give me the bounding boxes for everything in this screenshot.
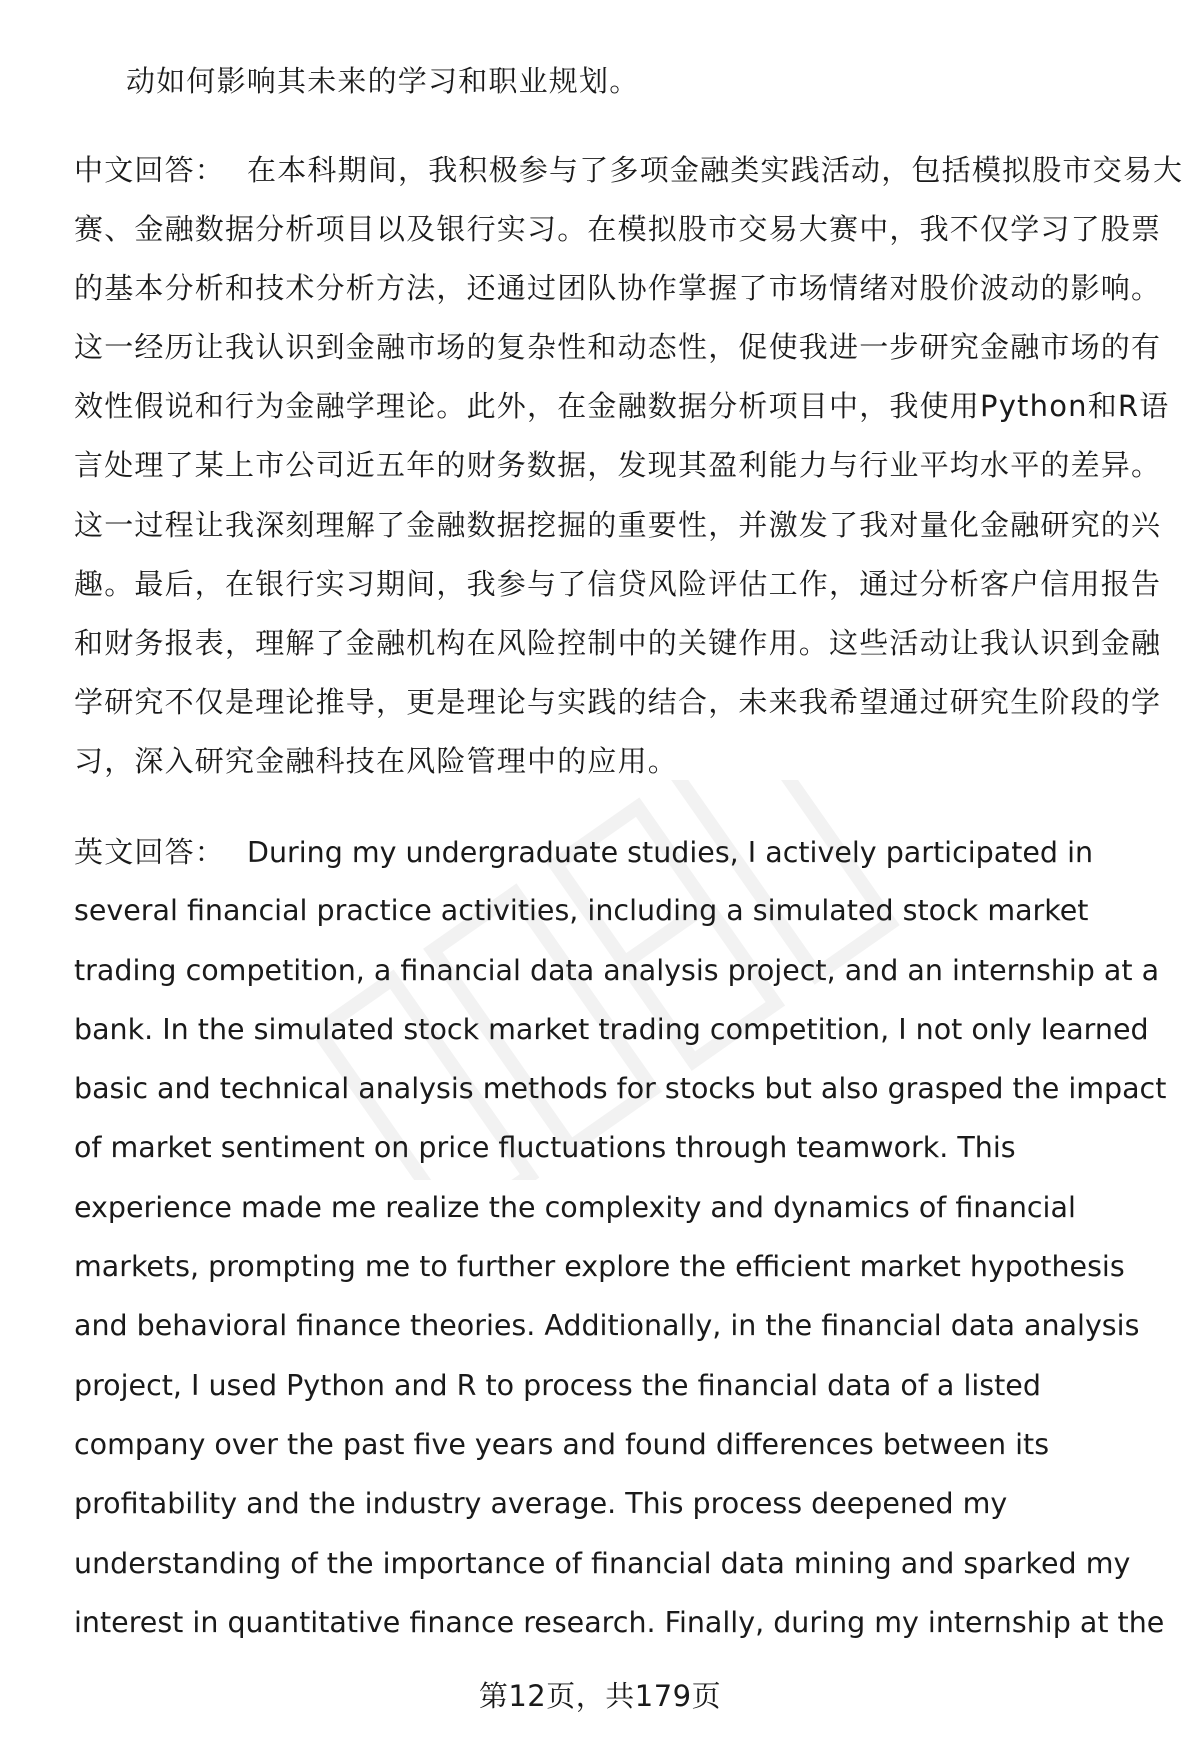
chinese-answer-line: 趣。最后，在银行实习期间，我参与了信贷风险评估工作，通过分析客户信用报告	[74, 567, 1162, 601]
english-answer-line: markets, prompting me to further explore the efficient market hypothesis	[74, 1250, 1125, 1283]
english-answer-label: 英文回答：	[74, 835, 226, 869]
chinese-answer-line: 这一经历让我认识到金融市场的复杂性和动态性，促使我进一步研究金融市场的有	[74, 330, 1162, 364]
english-answer-line-1	[74, 832, 1154, 873]
page-number-footer: 第12页，共179页	[478, 1679, 722, 1713]
chinese-answer-line: 言处理了某上市公司近五年的财务数据，发现其盈利能力与行业平均水平的差异。	[74, 448, 1162, 482]
english-answer-line: and behavioral finance theories. Additionally, in the financial data analysis	[74, 1309, 1140, 1342]
english-answer-line: basic and technical analysis methods for stocks but also grasped the impact	[74, 1072, 1167, 1105]
english-answer-line: company over the past five years and found differences between its	[74, 1428, 1050, 1461]
english-answer-line: several financial practice activities, including a simulated stock market	[74, 894, 1089, 927]
chinese-answer-text: 在本科期间，我积极参与了多项金融类实践活动，包括模拟股市交易大	[247, 153, 1184, 187]
english-answer-text: During my undergraduate studies, I actively participated in	[247, 836, 1094, 869]
chinese-answer-line: 习，深入研究金融科技在风险管理中的应用。	[74, 744, 679, 778]
chinese-answer-line: 和财务报表，理解了金融机构在风险控制中的关键作用。这些活动让我认识到金融	[74, 626, 1162, 660]
english-answer-line: bank. In the simulated stock market trading competition, I not only learned	[74, 1013, 1149, 1046]
chinese-answer-line: 这一过程让我深刻理解了金融数据挖掘的重要性，并激发了我对量化金融研究的兴	[74, 508, 1162, 542]
continuation-line: 动如何影响其未来的学习和职业规划。	[126, 64, 640, 98]
english-answer-line: project, I used Python and R to process the financial data of a listed	[74, 1369, 1041, 1402]
chinese-answer-line: 的基本分析和技术分析方法，还通过团队协作掌握了市场情绪对股价波动的影响。	[74, 271, 1162, 305]
chinese-answer-line-1	[74, 150, 1184, 190]
english-answer-line: trading competition, a financial data analysis project, and an internship at a	[74, 954, 1160, 987]
english-answer-line: experience made me realize the complexity and dynamics of financial	[74, 1191, 1076, 1224]
english-answer-line: interest in quantitative finance research. Finally, during my internship at the	[74, 1606, 1165, 1639]
chinese-answer-line: 效性假说和行为金融学理论。此外，在金融数据分析项目中，我使用Python和R语	[74, 389, 1170, 423]
chinese-answer-line: 赛、金融数据分析项目以及银行实习。在模拟股市交易大赛中，我不仅学习了股票	[74, 212, 1162, 246]
chinese-answer-label: 中文回答：	[74, 153, 226, 187]
english-answer-line: profitability and the industry average. This process deepened my	[74, 1487, 1008, 1520]
english-answer-line: understanding of the importance of financial data mining and sparked my	[74, 1547, 1131, 1580]
chinese-answer-line: 学研究不仅是理论推导，更是理论与实践的结合，未来我希望通过研究生阶段的学	[74, 685, 1162, 719]
english-answer-line: of market sentiment on price fluctuations through teamwork. This	[74, 1131, 1016, 1164]
